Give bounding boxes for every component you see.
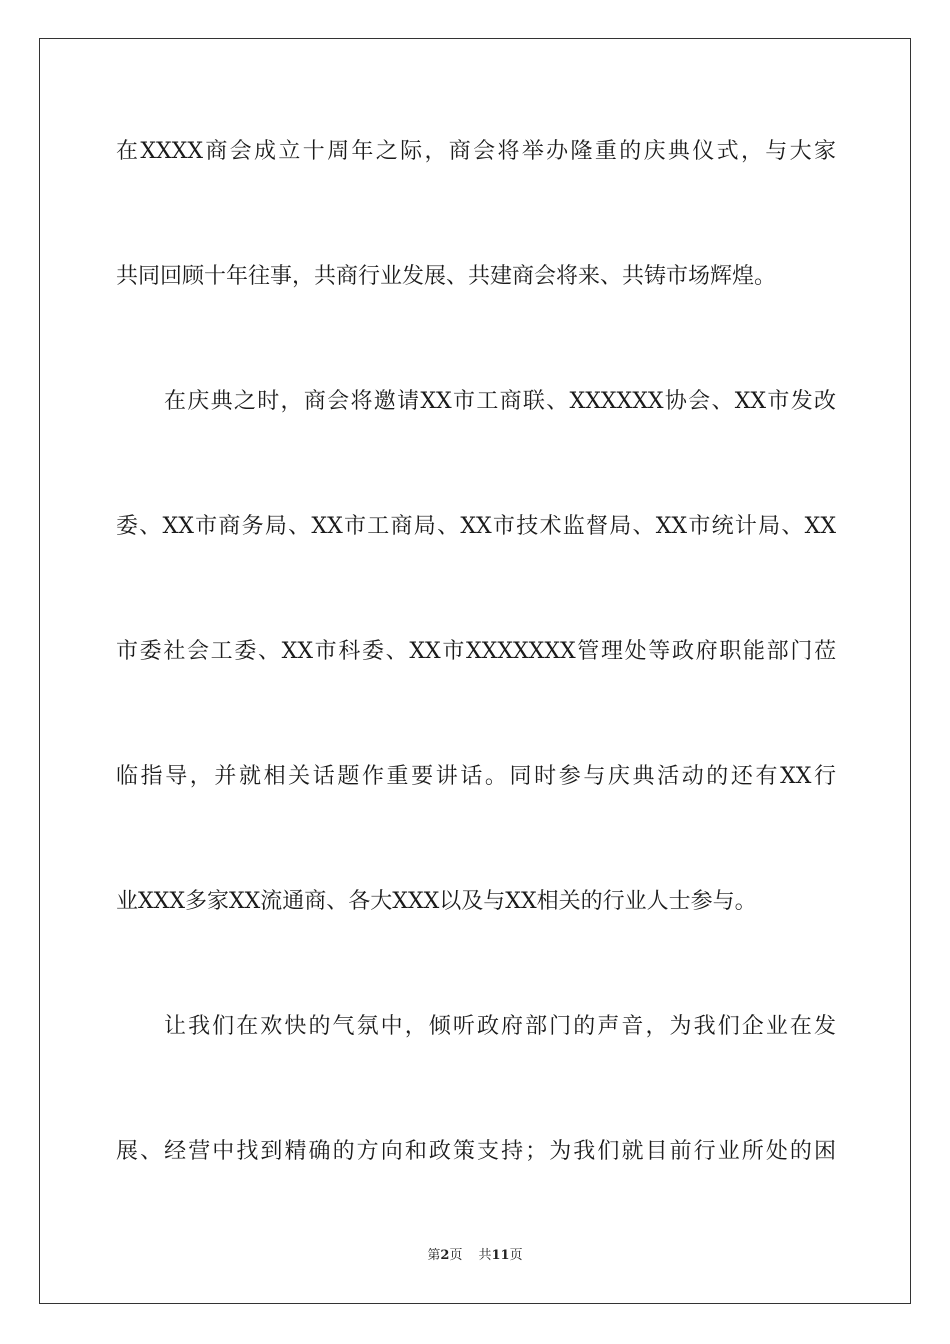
page-border xyxy=(39,38,911,1304)
total-page-number: 11 xyxy=(491,1248,510,1263)
page-footer xyxy=(0,1248,950,1264)
body-line-4: 委、XX市商务局、XX市工商局、XX市技术监督局、XX市统计局、XX xyxy=(116,514,836,539)
body-line-7: 业XXX多家XX流通商、各大XXX以及与XX相关的行业人士参与。 xyxy=(116,889,757,914)
body-line-1: 在XXXX商会成立十周年之际，商会将举办隆重的庆典仪式，与大家 xyxy=(116,139,836,164)
total-prefix: 共 xyxy=(478,1248,492,1263)
body-line-2: 共同回顾十年往事，共商行业发展、共建商会将来、共铸市场辉煌。 xyxy=(116,264,777,289)
body-line-8: 让我们在欢快的气氛中，倾听政府部门的声音，为我们企业在发 xyxy=(164,1014,836,1039)
page-unit: 页 xyxy=(449,1248,463,1263)
body-line-6: 临指导，并就相关话题作重要讲话。同时参与庆典活动的还有XX行 xyxy=(116,764,836,789)
page-prefix: 第 xyxy=(427,1248,441,1263)
body-line-9: 展、经营中找到精确的方向和政策支持；为我们就目前行业所处的困 xyxy=(116,1139,836,1164)
body-line-3: 在庆典之时，商会将邀请XX市工商联、XXXXXX协会、XX市发改 xyxy=(164,389,836,414)
current-page-number: 2 xyxy=(440,1248,450,1263)
body-line-5: 市委社会工委、XX市科委、XX市XXXXXXX管理处等政府职能部门莅 xyxy=(116,639,836,664)
total-unit: 页 xyxy=(509,1248,523,1263)
